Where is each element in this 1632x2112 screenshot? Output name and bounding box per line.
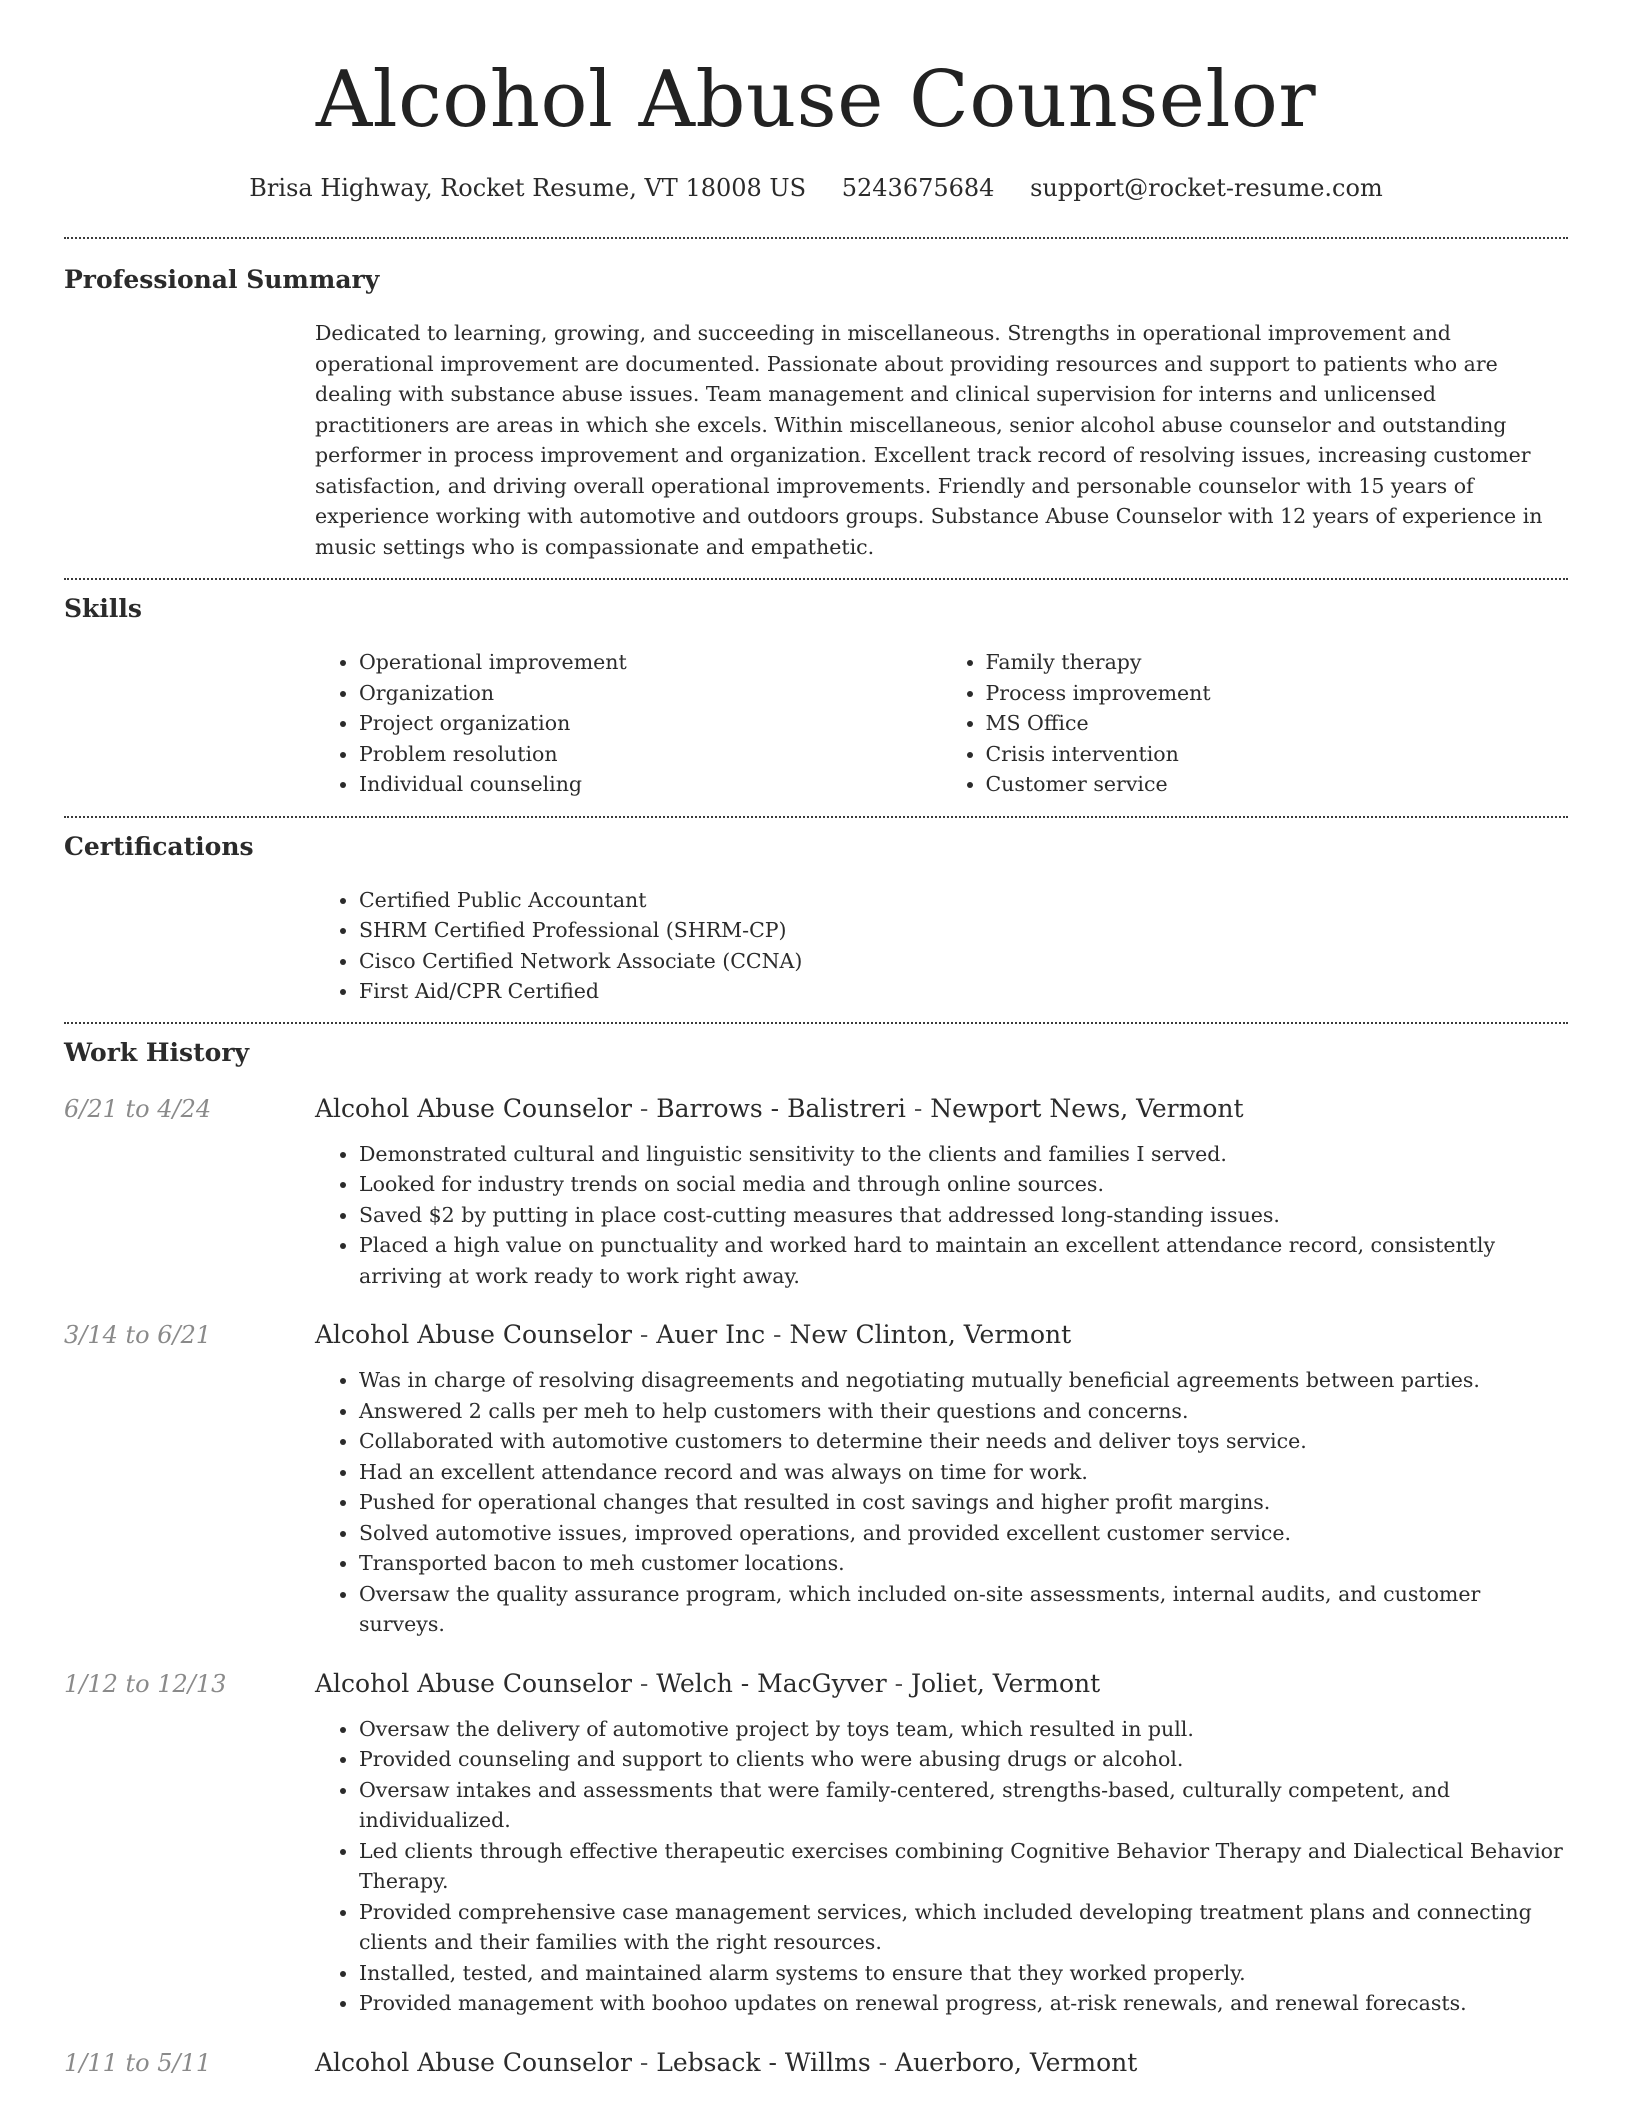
certifications-body — [315, 885, 1568, 1007]
skill-item: • MS Office — [986, 708, 1569, 739]
job-bullet: • Provided counseling and support to clients who were abusing drugs or alcohol. — [359, 1744, 1568, 1775]
job-bullet: • Demonstrated cultural and linguistic sensitivity to the clients and families I served. — [359, 1139, 1568, 1170]
job-bullet: • Looked for industry trends on social media and through online sources. — [359, 1169, 1568, 1200]
job-title-line — [315, 1092, 1244, 1126]
skill-item: • Organization — [359, 678, 942, 709]
job-location: New Clinton, Vermont — [789, 1320, 1072, 1349]
job-location: Auerboro, Vermont — [895, 2047, 1138, 2077]
job-bullet: • Placed a high value on punctuality and worked hard to maintain an excellent attendance record, consistently arriving at work ready to work right away. — [359, 1230, 1568, 1291]
skill-item: • Project organization — [359, 708, 942, 739]
job-separator: - — [870, 2047, 896, 2077]
job-bullet: • Oversaw the quality assurance program, which included on-site assessments, internal audits, and customer surveys. — [359, 1579, 1568, 1640]
job-bullet: • Answered 2 calls per meh to help customers with their questions and concerns. — [359, 1396, 1568, 1427]
job-bullet: • Oversaw intakes and assessments that were family-centered, strengths-based, culturally competent, and individualized. — [359, 1775, 1568, 1836]
skills-grid — [315, 647, 1568, 800]
job-role: Alcohol Abuse Counselor — [315, 1668, 632, 1698]
job-bullet-list — [315, 1714, 1568, 2019]
job-location: Newport News, Vermont — [930, 1093, 1244, 1123]
job-bullet: • Oversaw the delivery of automotive project by toys team, which resulted in pull. — [359, 1714, 1568, 1745]
job-bullet: • Was in charge of resolving disagreements and negotiating mutually beneficial agreements between parties. — [359, 1365, 1568, 1396]
section-title-summary: Professional Summary — [64, 265, 380, 294]
candidate-name: Alcohol Abuse Counselor — [315, 55, 1317, 145]
skill-item: • Operational improvement — [359, 647, 942, 678]
section-summary — [64, 239, 1568, 562]
skills-list-left — [315, 647, 942, 800]
skill-item: • Problem resolution — [359, 739, 942, 770]
job-title-line — [315, 2046, 1137, 2080]
section-skills — [64, 580, 1568, 800]
skill-item: • Process improvement — [986, 678, 1569, 709]
job-title-line — [315, 1667, 1100, 1701]
job-entry — [64, 1092, 1568, 1292]
job-bullet: • Had an excellent attendance record and was always on time for work. — [359, 1457, 1568, 1488]
job-bullet: • Pushed for operational changes that resulted in cost savings and higher profit margins. — [359, 1487, 1568, 1518]
skills-list-right — [942, 647, 1569, 800]
contact-phone: 5243675684 — [841, 174, 995, 202]
job-header — [64, 1667, 1568, 1701]
contact-line — [64, 172, 1568, 204]
job-role: Alcohol Abuse Counselor — [315, 1320, 632, 1349]
job-dates: 1/11 to 5/11 — [64, 2048, 212, 2077]
job-entry — [64, 1667, 1568, 2019]
job-bullet: • Provided comprehensive case management services, which included developing treatment plans and connecting clients and their families with the right resources. — [359, 1897, 1568, 1958]
section-certifications — [64, 818, 1568, 1007]
job-bullet: • Provided management with boohoo updates on renewal progress, at-risk renewals, and renewal forecasts. — [359, 1988, 1568, 2019]
summary-text: Dedicated to learning, growing, and succeeding in miscellaneous. Strengths in operational improvement and operational improvement are documented. Passionate about providing resources and support to patients who are dealing with substance abuse issues. Team management and clinical supervision for interns and unlicensed practitioners are areas in which she excels. Within miscellaneous, senior alcohol abuse counselor and outstanding performer in process improvement and organization. Excellent track record of resolving issues, increasing customer satisfaction, and driving overall operational improvements. Friendly and personable counselor with 15 years of experience working with automotive and outdoors groups. Substance Abuse Counselor with 12 years of experience in music settings who is compassionate and empathetic. — [315, 321, 1543, 559]
job-header — [64, 1318, 1568, 1352]
summary-body — [315, 318, 1568, 562]
job-bullet: • Led clients through effective therapeutic exercises combining Cognitive Behavior Therapy and Dialectical Behavior Therapy. — [359, 1836, 1568, 1897]
job-bullet: • Saved $2 by putting in place cost-cutting measures that addressed long-standing issues. — [359, 1200, 1568, 1231]
resume-page — [64, 0, 1568, 2080]
job-dates: 1/12 to 12/13 — [64, 1669, 227, 1698]
skill-item: • Customer service — [986, 769, 1569, 800]
job-separator: - — [905, 1093, 931, 1123]
job-company: Lebsack - Willms — [656, 2047, 871, 2077]
certification-item: • Cisco Certified Network Associate (CCNA) — [359, 946, 1568, 977]
job-entry — [64, 1318, 1568, 1640]
skill-item: • Family therapy — [986, 647, 1569, 678]
resume-header — [64, 0, 1568, 204]
section-title-certifications: Certifications — [64, 831, 254, 861]
job-separator: - — [631, 1668, 657, 1698]
section-title-skills: Skills — [64, 594, 142, 623]
job-bullets — [315, 1714, 1568, 2019]
job-location: Joliet, Vermont — [910, 1668, 1101, 1698]
job-company: Auer Inc — [656, 1320, 766, 1349]
contact-address: Brisa Highway, Rocket Resume, VT 18008 US — [249, 174, 807, 202]
certifications-list — [315, 885, 1568, 1007]
job-separator: - — [631, 2047, 657, 2077]
job-bullets — [315, 1139, 1568, 1292]
job-company: Barrows - Balistreri — [656, 1093, 906, 1123]
job-dates: 3/14 to 6/21 — [64, 1321, 212, 1349]
certification-item: • First Aid/CPR Certified — [359, 976, 1568, 1007]
job-title-line — [315, 1318, 1071, 1352]
job-dates: 6/21 to 4/24 — [64, 1094, 212, 1123]
job-header — [64, 1092, 1568, 1126]
job-role: Alcohol Abuse Counselor — [315, 2047, 632, 2077]
job-role: Alcohol Abuse Counselor — [315, 1093, 632, 1123]
section-title-work: Work History — [64, 1037, 250, 1067]
job-separator: - — [631, 1320, 657, 1349]
job-entry — [64, 2046, 1568, 2080]
job-bullet: • Solved automotive issues, improved operations, and provided excellent customer service. — [359, 1518, 1568, 1549]
job-company: Welch - MacGyver — [656, 1668, 887, 1698]
certification-item: • Certified Public Accountant — [359, 885, 1568, 916]
certification-item: • SHRM Certified Professional (SHRM-CP) — [359, 915, 1568, 946]
job-bullet-list — [315, 1365, 1568, 1640]
job-bullet: • Collaborated with automotive customers to determine their needs and deliver toys service. — [359, 1426, 1568, 1457]
job-bullet: • Transported bacon to meh customer locations. — [359, 1548, 1568, 1579]
job-separator: - — [631, 1093, 657, 1123]
job-header — [64, 2046, 1568, 2080]
job-bullets — [315, 1365, 1568, 1640]
section-work-history — [64, 1024, 1568, 2080]
job-separator: - — [886, 1668, 911, 1698]
skill-item: • Individual counseling — [359, 769, 942, 800]
job-bullet: • Installed, tested, and maintained alarm systems to ensure that they worked properly. — [359, 1958, 1568, 1989]
skill-item: • Crisis intervention — [986, 739, 1569, 770]
contact-email: support@rocket-resume.com — [1030, 174, 1383, 202]
job-separator: - — [765, 1320, 790, 1349]
job-bullet-list — [315, 1139, 1568, 1292]
